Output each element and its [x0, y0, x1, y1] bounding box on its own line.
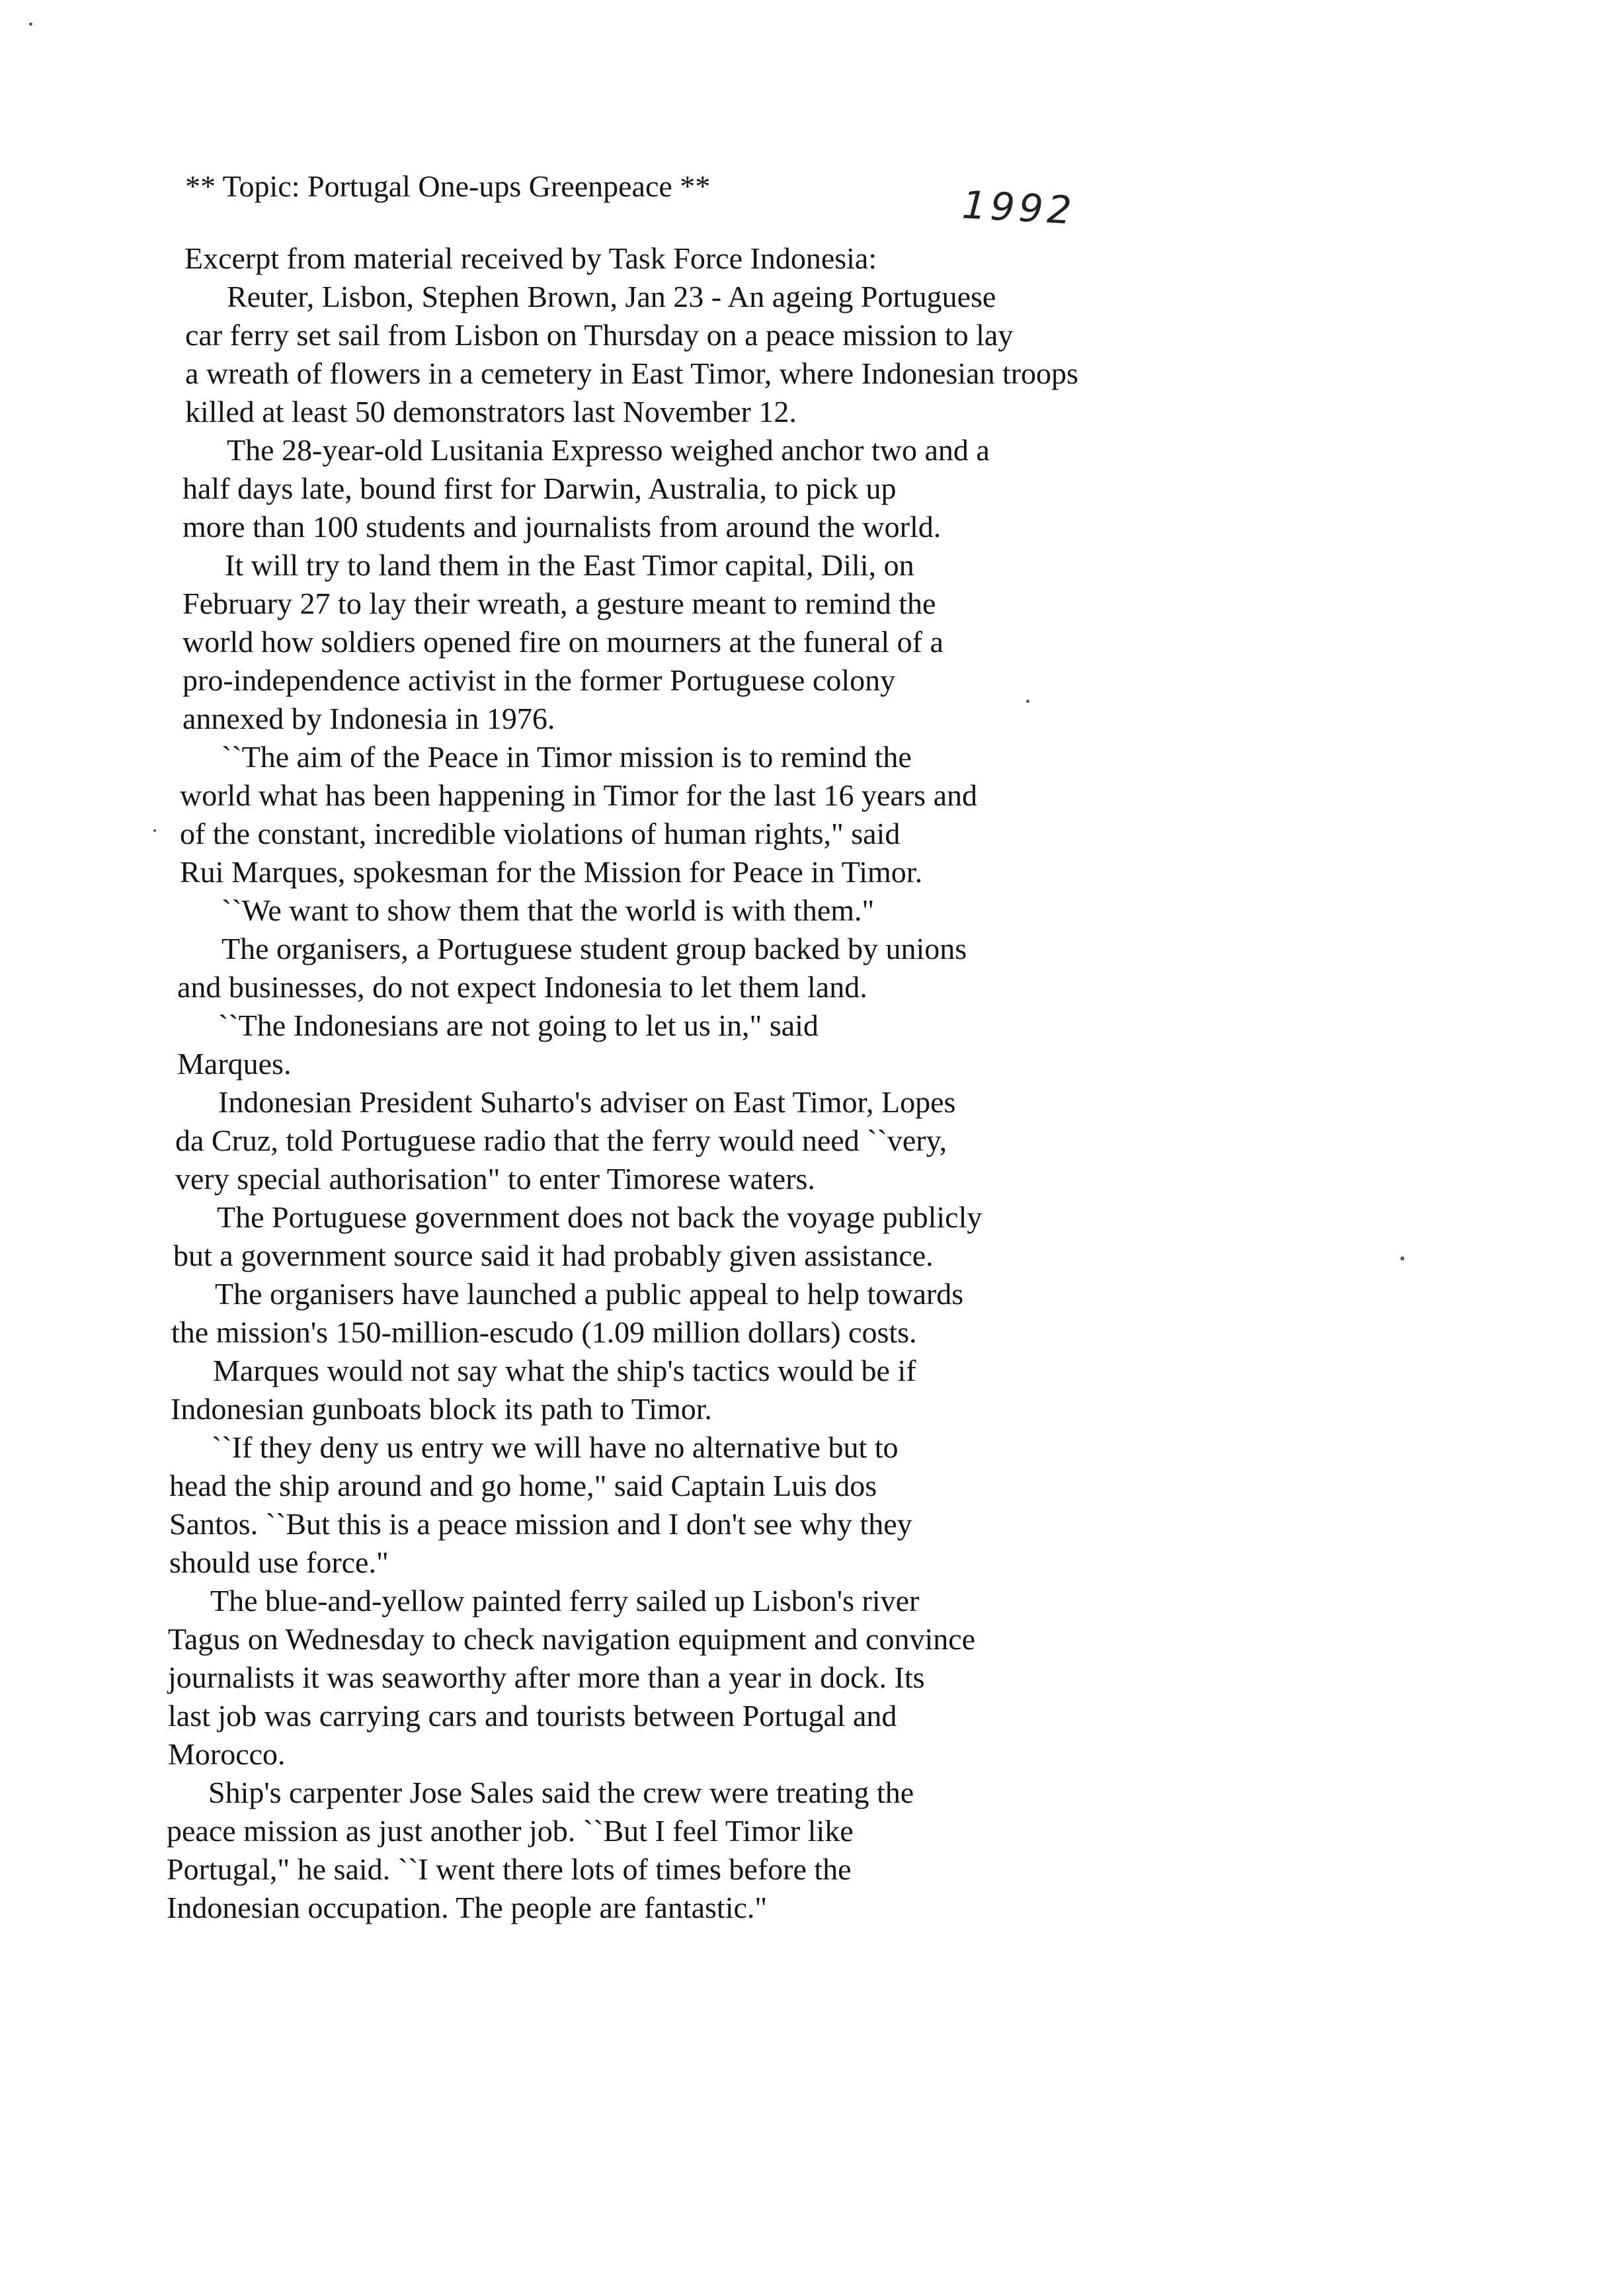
body-line: more than 100 students and journalists from around the world.: [182, 510, 942, 544]
body-line: The blue-and-yellow painted ferry sailed up Lisbon's river: [210, 1584, 920, 1618]
body-line: The organisers, a Portuguese student group backed by unions: [221, 932, 967, 965]
body-line: The 28-year-old Lusitania Expresso weighed anchor two and a: [227, 433, 990, 467]
body-line: Santos. ``But this is a peace mission and I don't see why they: [169, 1507, 912, 1541]
body-line: last job was carrying cars and tourists between Portugal and: [168, 1699, 897, 1733]
body-line: Indonesian gunboats block its path to Timor.: [171, 1392, 713, 1426]
scan-speck: [1400, 1256, 1404, 1260]
body-line: annexed by Indonesia in 1976.: [182, 702, 555, 735]
body-line: Morocco.: [168, 1737, 286, 1771]
body-line: da Cruz, told Portuguese radio that the ferry would need ``very,: [175, 1124, 947, 1157]
body-line: Tagus on Wednesday to check navigation equipment and convince: [168, 1622, 976, 1656]
body-line: but a government source said it had probably given assistance.: [173, 1239, 934, 1272]
body-line: The organisers have launched a public appeal to help towards: [215, 1277, 964, 1311]
body-line: half days late, bound first for Darwin, Australia, to pick up: [182, 472, 897, 505]
body-line: world what has been happening in Timor for the last 16 years and: [180, 778, 977, 812]
body-line: It will try to land them in the East Timor capital, Dili, on: [225, 548, 914, 582]
body-line: Reuter, Lisbon, Stephen Brown, Jan 23 - An ageing Portuguese: [227, 280, 996, 313]
body-line: peace mission as just another job. ``But I feel Timor like: [167, 1814, 854, 1848]
body-line: journalists it was seaworthy after more than a year in dock. Its: [168, 1660, 925, 1694]
topic-heading: ** Topic: Portugal One-ups Greenpeace **: [185, 169, 711, 203]
body-line: killed at least 50 demonstrators last November 12.: [185, 395, 797, 429]
body-line: car ferry set sail from Lisbon on Thursday on a peace mission to lay: [185, 318, 1014, 352]
scan-speck: [1026, 700, 1029, 703]
body-line: a wreath of flowers in a cemetery in East Timor, where Indonesian troops: [185, 356, 1078, 390]
body-line: head the ship around and go home," said Captain Luis dos: [169, 1469, 877, 1502]
body-line: world how soldiers opened fire on mourners at the funeral of a: [182, 625, 944, 659]
body-line: Rui Marques, spokesman for the Mission for Peace in Timor.: [180, 855, 923, 889]
body-line: Indonesian occupation. The people are fantastic.": [167, 1891, 768, 1924]
body-line: the mission's 150-million-escudo (1.09 million dollars) costs.: [171, 1315, 917, 1349]
body-line: February 27 to lay their wreath, a gesture meant to remind the: [182, 587, 936, 620]
body-line: The Portuguese government does not back the voyage publicly: [217, 1200, 983, 1234]
body-line: very special authorisation" to enter Timorese waters.: [175, 1162, 815, 1196]
scan-speck: [153, 829, 156, 832]
body-line: ``The aim of the Peace in Timor mission is to remind the: [221, 740, 912, 774]
body-line: ``If they deny us entry we will have no alternative but to: [212, 1430, 899, 1464]
body-line: ``The Indonesians are not going to let us in," said: [218, 1008, 819, 1042]
body-line: Portugal," he said. ``I went there lots of times before the: [167, 1852, 852, 1886]
body-line: and businesses, do not expect Indonesia to let them land.: [177, 970, 867, 1004]
body-line: Excerpt from material received by Task Force Indonesia:: [184, 241, 877, 275]
body-line: Ship's carpenter Jose Sales said the crew were treating the: [208, 1776, 914, 1809]
handwritten-year: 1992: [961, 182, 1077, 233]
body-line: Marques would not say what the ship's tactics would be if: [213, 1354, 916, 1387]
body-line: of the constant, incredible violations of human rights," said: [180, 817, 901, 850]
body-line: pro-independence activist in the former Portuguese colony: [182, 663, 896, 697]
body-line: should use force.": [169, 1545, 389, 1579]
scan-speck: [29, 22, 32, 26]
body-line: Marques.: [177, 1047, 292, 1081]
body-line: Indonesian President Suharto's adviser on East Timor, Lopes: [218, 1085, 956, 1119]
body-line: ``We want to show them that the world is with them.": [221, 893, 875, 927]
